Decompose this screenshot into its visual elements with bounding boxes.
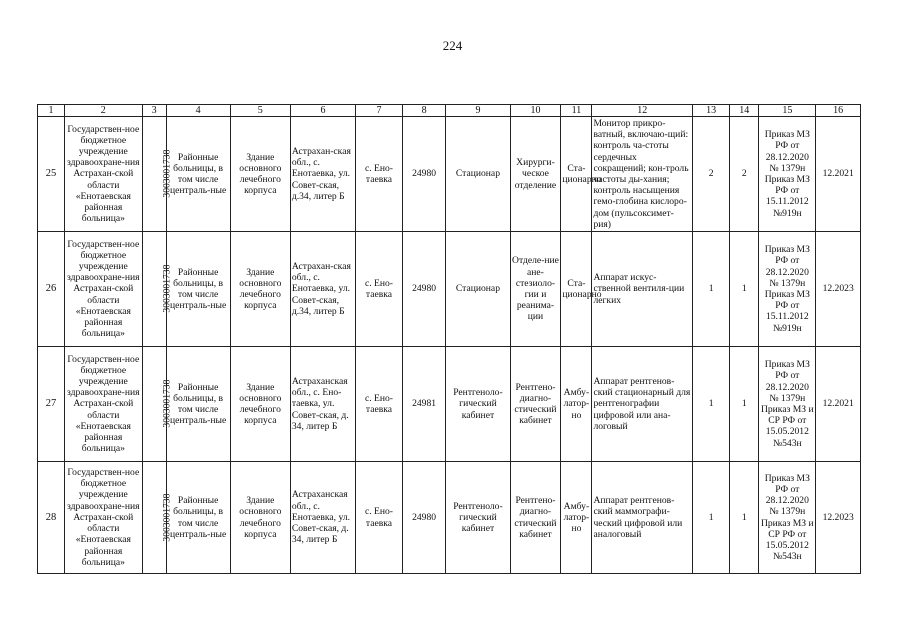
table-row [38, 462, 861, 574]
quantity-cell: 1 [692, 347, 729, 462]
locality-cell: с. Ено-таевка [356, 117, 403, 232]
header-cell: 16 [816, 105, 861, 117]
equipment-cell: Монитор прикро-ватный, включаю-щий: контроль ча-стоты сердечных сокращений; кон-троль частоты ды-хания; контроль насыщения гемо-глобина кислоро-дом (пульсоксимет-рия) [592, 117, 693, 232]
care-mode-cell: Ста-ционарно [561, 117, 592, 232]
header-cell: 9 [446, 105, 510, 117]
facility-type-cell: Районные больницы, в том числе централь-ные [166, 347, 230, 462]
header-row [38, 105, 861, 117]
building-cell: Здание основного лечебного корпуса [230, 117, 290, 232]
organization-cell: Государствен-ное бюджетное учреждение здравоохране-ния Астрахан-ской области «Енотаевская районная больница» [64, 347, 142, 462]
inn-text: 3003001738 [161, 380, 173, 428]
order-cell: Приказ МЗ РФ от 28.12.2020 № 1379н Приказ МЗ РФ от 15.11.2012 №919н [759, 232, 816, 347]
building-cell: Здание основного лечебного корпуса [230, 347, 290, 462]
care-type-cell: Стационар [446, 117, 510, 232]
code-cell: 24981 [402, 347, 446, 462]
table-row [38, 117, 861, 232]
date-cell: 12.2023 [816, 462, 861, 574]
address-cell: Астрахан-ская обл., с. Енотаевка, ул. Совет-ская, д.34, литер Б [290, 232, 355, 347]
header-cell: 12 [592, 105, 693, 117]
header-cell: 11 [561, 105, 592, 117]
inn-text: 3003001738 [161, 493, 173, 542]
order-cell: Приказ МЗ РФ от 28.12.2020 № 1379н Приказ МЗ и СР РФ от 15.05.2012 №543н [759, 347, 816, 462]
quantity-cell: 2 [730, 117, 759, 232]
care-type-cell: Стационар [446, 232, 510, 347]
order-cell: Приказ МЗ РФ от 28.12.2020 № 1379н Приказ МЗ РФ от 15.11.2012 №919н [759, 117, 816, 232]
table-row [38, 347, 861, 462]
address-cell: Астраханская обл., с. Ено-таевка, ул. Совет-ская, д. 34, литер Б [290, 347, 355, 462]
building-cell: Здание основного лечебного корпуса [230, 462, 290, 574]
address-cell: Астрахан-ская обл., с. Енотаевка, ул. Совет-ская, д.34, литер Б [290, 117, 355, 232]
care-type-cell: Рентгеноло-гический кабинет [446, 347, 510, 462]
care-mode-cell: Амбу-латор-но [561, 347, 592, 462]
row-number: 25 [38, 117, 65, 232]
quantity-cell: 1 [730, 347, 759, 462]
header-cell: 10 [510, 105, 561, 117]
date-cell: 12.2021 [816, 117, 861, 232]
equipment-cell: Аппарат рентгенов-ский маммографи-ческий цифровой или аналоговый [592, 462, 693, 574]
department-cell: Отделе-ние ане-стезиоло-гии и реанима-ции [510, 232, 561, 347]
equipment-table [37, 104, 861, 574]
header-cell: 3 [142, 105, 166, 117]
inn-cell [142, 347, 173, 462]
header-cell: 13 [692, 105, 729, 117]
header-cell: 15 [759, 105, 816, 117]
header-cell: 8 [402, 105, 446, 117]
header-cell: 5 [230, 105, 290, 117]
department-cell: Хирурги-ческое отделение [510, 117, 561, 232]
date-cell: 12.2021 [816, 347, 861, 462]
date-cell: 12.2023 [816, 232, 861, 347]
header-cell: 4 [166, 105, 230, 117]
inn-cell [142, 117, 173, 232]
organization-cell: Государствен-ное бюджетное учреждение здравоохране-ния Астрахан-ской области «Енотаевская районная больница» [64, 117, 142, 232]
code-cell: 24980 [402, 232, 446, 347]
department-cell: Рентгено-диагно-стический кабинет [510, 462, 561, 574]
order-cell: Приказ МЗ РФ от 28.12.2020 № 1379н Приказ МЗ и СР РФ от 15.05.2012 №543н [759, 462, 816, 574]
code-cell: 24980 [402, 117, 446, 232]
building-cell: Здание основного лечебного корпуса [230, 232, 290, 347]
care-mode-cell: Ста-ционарно [561, 232, 592, 347]
quantity-cell: 2 [692, 117, 729, 232]
organization-cell: Государствен-ное бюджетное учреждение здравоохране-ния Астрахан-ской области «Енотаевская районная больница» [64, 232, 142, 347]
department-cell: Рентгено-диагно-стический кабинет [510, 347, 561, 462]
inn-cell [142, 232, 173, 347]
header-cell: 7 [356, 105, 403, 117]
care-type-cell: Рентгеноло-гический кабинет [446, 462, 510, 574]
organization-cell: Государствен-ное бюджетное учреждение здравоохране-ния Астрахан-ской области «Енотаевская районная больница» [64, 462, 142, 574]
quantity-cell: 1 [730, 232, 759, 347]
row-number: 26 [38, 232, 65, 347]
address-cell: Астраханская обл., с. Енотаевка, ул. Совет-ская, д. 34, литер Б [290, 462, 355, 574]
locality-cell: с. Ено-таевка [356, 232, 403, 347]
inn-text: 3003001738 [161, 265, 173, 313]
header-cell: 6 [290, 105, 355, 117]
care-mode-cell: Амбу-латор-но [561, 462, 592, 574]
quantity-cell: 1 [730, 462, 759, 574]
quantity-cell: 1 [692, 232, 729, 347]
facility-type-cell: Районные больницы, в том числе централь-ные [166, 232, 230, 347]
header-cell: 2 [64, 105, 142, 117]
inn-text: 3003001738 [161, 150, 173, 198]
header-cell: 1 [38, 105, 65, 117]
code-cell: 24980 [402, 462, 446, 574]
row-number: 27 [38, 347, 65, 462]
quantity-cell: 1 [692, 462, 729, 574]
equipment-cell: Аппарат рентгенов-ский стационарный для рентгенографии цифровой или ана-логовый [592, 347, 693, 462]
row-number: 28 [38, 462, 65, 574]
table-row [38, 232, 861, 347]
locality-cell: с. Ено-таевка [356, 347, 403, 462]
locality-cell: с. Ено-таевка [356, 462, 403, 574]
header-cell: 14 [730, 105, 759, 117]
inn-cell [142, 462, 173, 574]
equipment-cell: Аппарат искус-ственной вентиля-ции легких [592, 232, 693, 347]
facility-type-cell: Районные больницы, в том числе централь-ные [166, 117, 230, 232]
facility-type-cell: Районные больницы, в том числе централь-ные [166, 462, 230, 574]
page-number: 224 [442, 38, 463, 53]
